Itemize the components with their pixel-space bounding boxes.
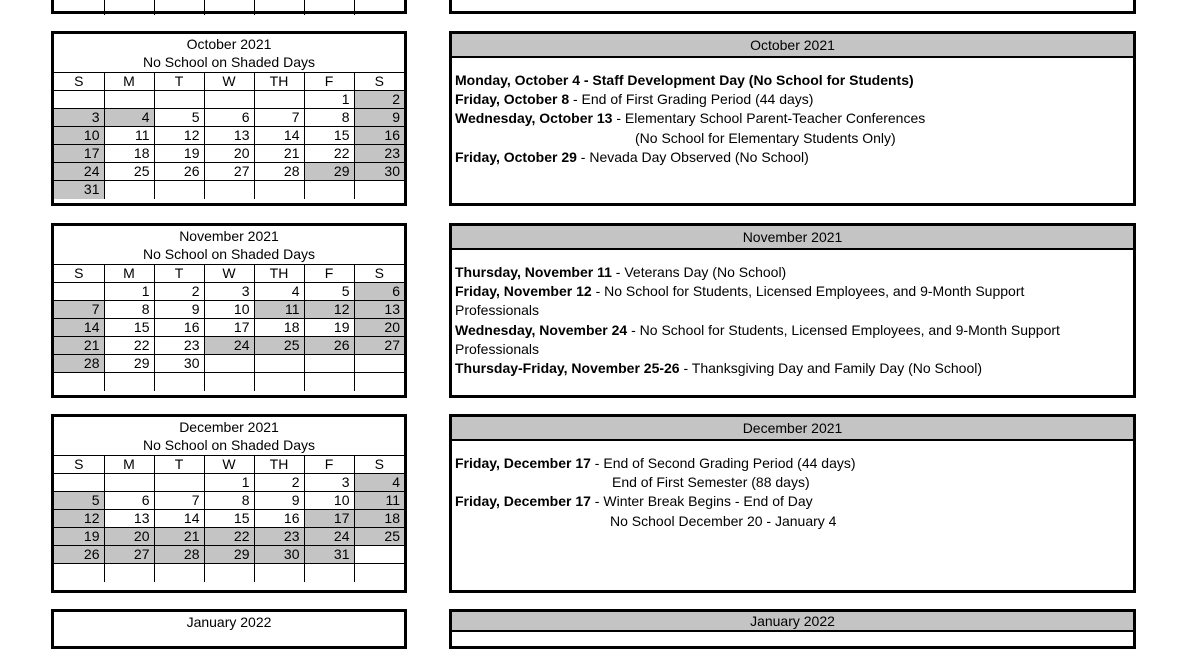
september-grid-tail xyxy=(54,0,404,15)
calendar-day-cell: 29 xyxy=(304,163,354,181)
calendar-day-cell xyxy=(154,474,204,492)
calendar-day-cell xyxy=(354,373,404,391)
calendar-day-cell xyxy=(304,355,354,373)
notes-month-title: December 2021 xyxy=(452,417,1133,441)
calendar-day-cell: 24 xyxy=(304,528,354,546)
calendar-day-cell: 31 xyxy=(304,546,354,564)
calendar-week-row xyxy=(54,283,404,301)
weekday-header: TH xyxy=(254,265,304,283)
calendar-week-row xyxy=(54,337,404,355)
calendar-week-row xyxy=(54,145,404,163)
october-calendar xyxy=(51,31,407,206)
calendar-day-cell xyxy=(254,373,304,391)
calendar-day-cell xyxy=(154,564,204,582)
calendar-day-cell: 6 xyxy=(204,109,254,127)
note-date: Monday, October 4 - Staff Development Day (No School for Students) xyxy=(455,72,914,88)
note-text: - End of First Grading Period (44 days) xyxy=(569,91,814,108)
note-line xyxy=(455,71,1133,90)
calendar-day-cell xyxy=(254,181,304,199)
weekday-header: T xyxy=(154,265,204,283)
calendar-day-cell: 16 xyxy=(154,319,204,337)
calendar-week-row xyxy=(54,373,404,391)
note-date: Thursday, November 11 xyxy=(455,264,612,280)
calendar-day-cell: 21 xyxy=(154,528,204,546)
calendar-grid xyxy=(54,264,404,391)
calendar-day-cell: 30 xyxy=(254,546,304,564)
weekday-header: W xyxy=(204,456,254,474)
calendar-day-cell: 4 xyxy=(254,283,304,301)
calendar-header xyxy=(54,417,404,455)
weekday-header-row xyxy=(54,73,404,91)
calendar-day-cell: 29 xyxy=(204,546,254,564)
note-text: - Nevada Day Observed (No School) xyxy=(576,148,809,165)
calendar-day-cell xyxy=(104,91,154,109)
note-line xyxy=(455,492,1133,511)
note-date: Friday, December 17 xyxy=(455,493,591,510)
note-text: - Thanksgiving Day and Family Day (No School) xyxy=(679,360,983,377)
calendar-day-cell: 1 xyxy=(204,474,254,492)
notes-month-title: November 2021 xyxy=(452,226,1133,250)
calendar-day-cell: 16 xyxy=(254,510,304,528)
note-text: - No School for Students, Licensed Employees, and 9-Month Support xyxy=(627,321,1060,338)
september-calendar-partial xyxy=(51,0,407,14)
note-date: Friday, October 8 xyxy=(455,91,570,108)
september-notes-partial xyxy=(449,0,1136,14)
december-notes xyxy=(449,414,1136,593)
calendar-day-cell xyxy=(204,373,254,391)
weekday-header-row xyxy=(54,456,404,474)
calendar-day-cell: 14 xyxy=(254,127,304,145)
calendar-day-cell: 17 xyxy=(54,145,104,163)
calendar-day-cell: 21 xyxy=(54,337,104,355)
note-date: Friday, November 12 xyxy=(455,283,592,300)
december-calendar xyxy=(51,414,407,593)
weekday-header: F xyxy=(304,456,354,474)
calendar-week-row xyxy=(54,163,404,181)
calendar-month-title: December 2021 xyxy=(179,419,279,435)
calendar-day-cell: 24 xyxy=(204,337,254,355)
calendar-month-title: October 2021 xyxy=(186,36,272,52)
calendar-day-cell xyxy=(204,564,254,582)
calendar-day-cell: 10 xyxy=(204,301,254,319)
weekday-header: W xyxy=(204,265,254,283)
calendar-day-cell: 1 xyxy=(104,283,154,301)
calendar-day-cell: 30 xyxy=(154,355,204,373)
calendar-day-cell: 31 xyxy=(54,181,104,199)
calendar-week-row xyxy=(54,301,404,319)
note-line xyxy=(455,340,1133,359)
calendar-day-cell: 2 xyxy=(354,91,404,109)
calendar-day-cell: 9 xyxy=(254,492,304,510)
note-text: - No School for Students, Licensed Employees, and 9-Month Support xyxy=(591,283,1025,300)
calendar-day-cell: 20 xyxy=(104,528,154,546)
calendar-day-cell: 21 xyxy=(254,145,304,163)
weekday-header: S xyxy=(354,265,404,283)
note-text: - Elementary School Parent-Teacher Conferences xyxy=(612,110,926,127)
calendar-day-cell: 17 xyxy=(204,319,254,337)
calendar-day-cell xyxy=(104,474,154,492)
calendar-day-cell xyxy=(354,181,404,199)
weekday-header: TH xyxy=(254,73,304,91)
calendar-day-cell: 2 xyxy=(254,474,304,492)
note-text: - Winter Break Begins - End of Day xyxy=(590,493,813,510)
note-text: - Veterans Day (No School) xyxy=(611,264,787,280)
note-date: Friday, December 17 xyxy=(455,455,591,471)
calendar-day-cell xyxy=(104,564,154,582)
calendar-day-cell: 8 xyxy=(304,109,354,127)
note-date: Thursday-Friday, November 25-26 xyxy=(455,360,680,377)
calendar-day-cell: 27 xyxy=(354,337,404,355)
calendar-day-cell xyxy=(154,373,204,391)
calendar-day-cell: 3 xyxy=(204,283,254,301)
calendar-day-cell: 13 xyxy=(354,301,404,319)
calendar-day-cell: 4 xyxy=(354,474,404,492)
calendar-header xyxy=(54,34,404,72)
calendar-week-row xyxy=(54,528,404,546)
calendar-grid xyxy=(54,72,404,199)
notes-month-title: October 2021 xyxy=(452,34,1133,58)
calendar-week-row xyxy=(54,564,404,582)
calendar-day-cell xyxy=(254,355,304,373)
calendar-day-cell: 19 xyxy=(154,145,204,163)
calendar-day-cell: 18 xyxy=(104,145,154,163)
weekday-header: T xyxy=(154,456,204,474)
calendar-subtitle: No School on Shaded Days xyxy=(143,437,315,453)
note-line xyxy=(455,473,1133,492)
calendar-day-cell: 13 xyxy=(204,127,254,145)
note-line xyxy=(455,454,1133,473)
calendar-day-cell xyxy=(154,91,204,109)
note-line xyxy=(455,90,1133,109)
calendar-week-row xyxy=(54,127,404,145)
weekday-header: F xyxy=(304,265,354,283)
calendar-day-cell: 8 xyxy=(204,492,254,510)
calendar-day-cell: 3 xyxy=(304,474,354,492)
calendar-week-row xyxy=(54,492,404,510)
calendar-week-row xyxy=(54,319,404,337)
calendar-day-cell xyxy=(204,355,254,373)
calendar-day-cell: 18 xyxy=(254,319,304,337)
calendar-day-cell: 12 xyxy=(154,127,204,145)
weekday-header: S xyxy=(354,73,404,91)
calendar-day-cell xyxy=(204,181,254,199)
october-notes xyxy=(449,31,1136,206)
calendar-day-cell: 30 xyxy=(354,163,404,181)
note-line xyxy=(455,321,1133,340)
note-line xyxy=(455,129,1133,148)
calendar-day-cell xyxy=(254,91,304,109)
calendar-day-cell: 23 xyxy=(154,337,204,355)
calendar-day-cell: 15 xyxy=(204,510,254,528)
calendar-day-cell: 28 xyxy=(254,163,304,181)
calendar-day-cell: 8 xyxy=(104,301,154,319)
calendar-day-cell: 18 xyxy=(354,510,404,528)
weekday-header: S xyxy=(54,73,104,91)
notes-body xyxy=(452,250,1133,378)
calendar-day-cell: 9 xyxy=(354,109,404,127)
note-text: - End of Second Grading Period (44 days) xyxy=(590,455,856,471)
weekday-header: M xyxy=(104,73,154,91)
calendar-day-cell: 5 xyxy=(304,283,354,301)
calendar-day-cell: 15 xyxy=(104,319,154,337)
weekday-header: S xyxy=(54,456,104,474)
calendar-day-cell: 10 xyxy=(304,492,354,510)
weekday-header: TH xyxy=(254,456,304,474)
calendar-day-cell: 17 xyxy=(304,510,354,528)
calendar-day-cell: 28 xyxy=(154,546,204,564)
calendar-day-cell: 27 xyxy=(204,163,254,181)
january-notes xyxy=(449,609,1136,649)
notes-month-title: January 2022 xyxy=(452,612,1133,632)
january-calendar xyxy=(51,609,407,649)
calendar-day-cell xyxy=(354,355,404,373)
calendar-week-row xyxy=(54,91,404,109)
calendar-day-cell: 25 xyxy=(104,163,154,181)
calendar-day-cell xyxy=(54,474,104,492)
calendar-month-title: January 2022 xyxy=(186,614,272,630)
calendar-day-cell xyxy=(204,91,254,109)
note-line xyxy=(455,301,1133,320)
calendar-day-cell: 3 xyxy=(54,109,104,127)
calendar-day-cell xyxy=(304,373,354,391)
note-line xyxy=(455,148,1133,167)
calendar-day-cell: 29 xyxy=(104,355,154,373)
note-date: Wednesday, October 13 xyxy=(455,110,613,127)
calendar-day-cell xyxy=(54,91,104,109)
calendar-day-cell: 7 xyxy=(254,109,304,127)
calendar-week-row xyxy=(54,181,404,199)
note-text: Professionals xyxy=(455,340,540,357)
calendar-day-cell: 22 xyxy=(104,337,154,355)
calendar-day-cell: 10 xyxy=(54,127,104,145)
note-date: Wednesday, November 24 xyxy=(455,321,628,338)
calendar-grid xyxy=(54,455,404,582)
calendar-day-cell: 24 xyxy=(54,163,104,181)
weekday-header: S xyxy=(354,456,404,474)
calendar-header xyxy=(54,612,404,650)
calendar-day-cell: 22 xyxy=(204,528,254,546)
calendar-header xyxy=(54,226,404,264)
calendar-day-cell: 20 xyxy=(204,145,254,163)
calendar-week-row xyxy=(54,510,404,528)
calendar-day-cell: 7 xyxy=(154,492,204,510)
calendar-day-cell: 12 xyxy=(54,510,104,528)
calendar-week-row xyxy=(54,109,404,127)
note-line xyxy=(455,282,1133,301)
note-text: (No School for Elementary Students Only) xyxy=(635,129,896,146)
calendar-day-cell: 2 xyxy=(154,283,204,301)
calendar-subtitle: No School on Shaded Days xyxy=(143,54,315,70)
calendar-day-cell: 26 xyxy=(304,337,354,355)
calendar-month-title: November 2021 xyxy=(179,228,279,244)
calendar-day-cell: 14 xyxy=(154,510,204,528)
weekday-header-row xyxy=(54,265,404,283)
calendar-day-cell: 25 xyxy=(254,337,304,355)
note-text: No School December 20 - January 4 xyxy=(610,512,837,529)
calendar-day-cell: 11 xyxy=(254,301,304,319)
note-line xyxy=(455,263,1133,282)
calendar-week-row xyxy=(54,546,404,564)
calendar-day-cell: 6 xyxy=(104,492,154,510)
calendar-day-cell: 26 xyxy=(154,163,204,181)
weekday-header: M xyxy=(104,456,154,474)
calendar-day-cell xyxy=(354,564,404,582)
calendar-day-cell xyxy=(304,181,354,199)
november-calendar xyxy=(51,223,407,398)
note-text: Professionals xyxy=(455,302,540,319)
calendar-week-row xyxy=(54,474,404,492)
calendar-day-cell: 27 xyxy=(104,546,154,564)
calendar-subtitle: No School on Shaded Days xyxy=(143,246,315,262)
calendar-day-cell xyxy=(154,181,204,199)
calendar-day-cell: 6 xyxy=(354,283,404,301)
note-line xyxy=(455,359,1133,378)
calendar-day-cell: 15 xyxy=(304,127,354,145)
calendar-day-cell: 19 xyxy=(54,528,104,546)
calendar-week-row xyxy=(54,355,404,373)
calendar-day-cell xyxy=(54,373,104,391)
november-notes xyxy=(449,223,1136,398)
calendar-day-cell xyxy=(104,373,154,391)
notes-body xyxy=(452,441,1133,531)
calendar-day-cell: 12 xyxy=(304,301,354,319)
calendar-day-cell: 5 xyxy=(54,492,104,510)
calendar-day-cell xyxy=(54,564,104,582)
weekday-header: F xyxy=(304,73,354,91)
weekday-header: T xyxy=(154,73,204,91)
weekday-header: S xyxy=(54,265,104,283)
calendar-day-cell xyxy=(104,181,154,199)
calendar-day-cell: 13 xyxy=(104,510,154,528)
calendar-day-cell: 11 xyxy=(354,492,404,510)
weekday-header: M xyxy=(104,265,154,283)
calendar-day-cell xyxy=(54,283,104,301)
calendar-day-cell: 14 xyxy=(54,319,104,337)
calendar-day-cell: 28 xyxy=(54,355,104,373)
calendar-day-cell: 19 xyxy=(304,319,354,337)
calendar-day-cell: 1 xyxy=(304,91,354,109)
calendar-day-cell xyxy=(254,564,304,582)
calendar-day-cell: 16 xyxy=(354,127,404,145)
calendar-day-cell: 11 xyxy=(104,127,154,145)
weekday-header: W xyxy=(204,73,254,91)
calendar-day-cell: 20 xyxy=(354,319,404,337)
calendar-day-cell xyxy=(354,546,404,564)
note-text: End of First Semester (88 days) xyxy=(612,474,810,491)
notes-body xyxy=(452,58,1133,167)
calendar-day-cell: 25 xyxy=(354,528,404,546)
note-line xyxy=(455,109,1133,128)
calendar-day-cell xyxy=(304,564,354,582)
note-date: Friday, October 29 xyxy=(455,148,577,165)
calendar-day-cell: 26 xyxy=(54,546,104,564)
calendar-day-cell: 9 xyxy=(154,301,204,319)
calendar-day-cell: 7 xyxy=(54,301,104,319)
calendar-day-cell: 23 xyxy=(354,145,404,163)
calendar-day-cell: 4 xyxy=(104,109,154,127)
note-line xyxy=(455,512,1133,531)
calendar-day-cell: 23 xyxy=(254,528,304,546)
calendar-day-cell: 22 xyxy=(304,145,354,163)
calendar-day-cell: 5 xyxy=(154,109,204,127)
